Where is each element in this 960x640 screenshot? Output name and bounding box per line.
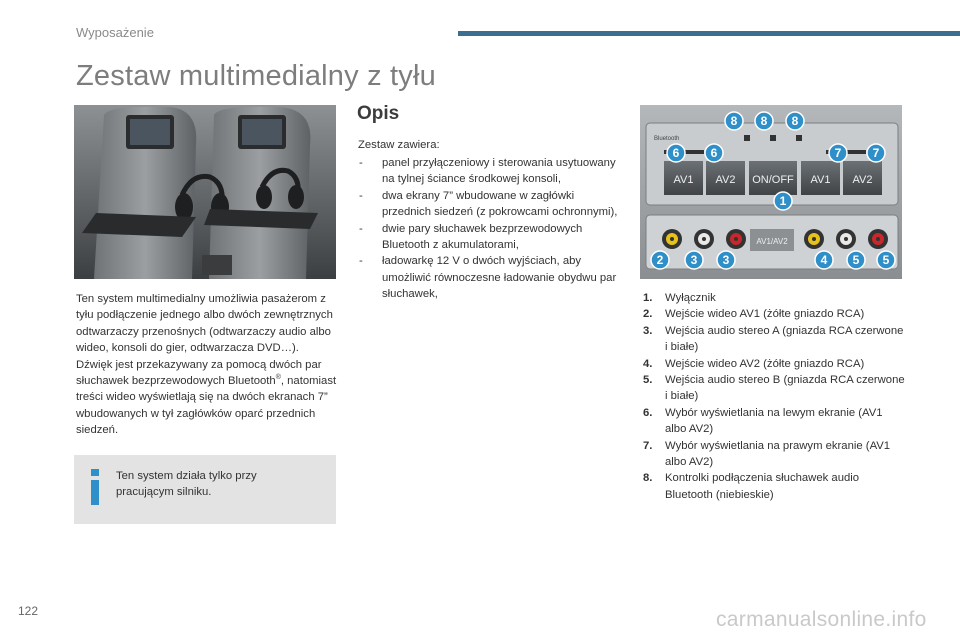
legend-number: 4. <box>643 357 653 370</box>
legend-number: 8. <box>643 472 653 485</box>
opis-intro: Zestaw zawiera: <box>358 139 440 151</box>
button-av2-right: AV2 <box>852 174 873 186</box>
list-item <box>358 155 620 188</box>
panel-av1-av2-label: AV1/AV2 <box>756 237 788 246</box>
list-dash: - <box>359 255 363 268</box>
header-accent-bar <box>458 31 960 36</box>
legend-text: Wejście wideo AV2 (żółte gniazdo RCA) <box>665 357 865 370</box>
list-item <box>358 221 620 254</box>
panel-legend <box>643 290 905 503</box>
legend-item <box>643 323 905 356</box>
list-item-text: dwie pary słuchawek bezprzewodowych Bluetooth z akumulatorami, <box>382 222 583 252</box>
legend-item <box>643 405 905 438</box>
list-item <box>358 188 620 221</box>
legend-text: Wejścia audio stereo B (gniazda RCA czerwone i białe) <box>665 374 905 403</box>
callout-8c: 8 <box>791 114 799 128</box>
callout-3b: 3 <box>722 253 730 267</box>
list-item <box>358 253 620 302</box>
opis-list <box>358 155 620 303</box>
rear-seats-photo <box>74 105 336 279</box>
button-av1-left: AV1 <box>673 174 694 186</box>
legend-number: 5. <box>643 374 653 387</box>
legend-item <box>643 372 905 405</box>
info-icon <box>88 469 102 505</box>
legend-text: Wejścia audio stereo A (gniazda RCA czerwone i białe) <box>665 324 904 354</box>
info-note-box <box>74 455 336 524</box>
intro-text-part2: , natomiast treści wideo wyświetlają się na dwóch ekranach 7” wbudowanych w tył zagłówków oparć przednich siedzeń. <box>76 375 337 437</box>
intro-paragraph <box>76 291 338 439</box>
legend-item <box>643 470 905 503</box>
legend-number: 3. <box>643 324 653 337</box>
callout-6a: 6 <box>672 146 680 160</box>
callout-7a: 7 <box>834 146 842 160</box>
list-item-text: panel przyłączeniowy i sterowania usytuowany na tylnej ściance środkowej konsoli, <box>382 157 616 186</box>
callout-5a: 5 <box>852 253 860 267</box>
legend-item <box>643 306 905 322</box>
info-note-text: Ten system działa tylko przy pracującym silniku. <box>116 470 257 499</box>
button-av2-left: AV2 <box>715 174 736 186</box>
list-item-text: ładowarkę 12 V o dwóch wyjściach, aby umożliwić równoczesne ładowanie obydwu par słuchawek, <box>382 255 617 301</box>
legend-item <box>643 438 905 471</box>
opis-heading: Opis <box>357 103 400 124</box>
list-item-text: dwa ekrany 7” wbudowane w zagłówki przednich siedzeń (z pokrowcami ochronnymi), <box>382 189 618 219</box>
callout-8b: 8 <box>760 114 768 128</box>
page-title: Zestaw multimedialny z tyłu <box>76 60 436 92</box>
legend-number: 2. <box>643 308 653 321</box>
legend-text: Kontrolki podłączenia słuchawek audio Bluetooth (niebieskie) <box>665 472 860 501</box>
legend-text: Wyłącznik <box>665 292 716 304</box>
callout-8a: 8 <box>730 114 738 128</box>
callout-1: 1 <box>779 194 787 208</box>
legend-text: Wybór wyświetlania na lewym ekranie (AV1 albo AV2) <box>665 406 883 436</box>
callout-6b: 6 <box>710 146 718 160</box>
list-dash: - <box>359 189 363 202</box>
legend-number: 6. <box>643 406 653 419</box>
section-label: Wyposażenie <box>76 25 154 40</box>
button-av1-right: AV1 <box>810 174 831 186</box>
list-dash: - <box>359 222 363 235</box>
panel-bluetooth-label: Bluetooth <box>654 136 680 142</box>
connection-panel-photo <box>640 105 902 279</box>
legend-number: 1. <box>643 292 653 304</box>
callout-5b: 5 <box>882 253 890 267</box>
legend-item <box>643 290 905 306</box>
legend-text: Wejście wideo AV1 (żółte gniazdo RCA) <box>665 308 865 321</box>
callout-3a: 3 <box>690 253 698 267</box>
callout-4: 4 <box>820 253 828 267</box>
registered-mark: ® <box>275 374 281 382</box>
intro-text-part1: Ten system multimedialny umożliwia pasażerom z tyłu podłączenie jednego albo dwóch zewnętrznych odtwarzaczy przenośnych (odtwarzaczy audio albo wideo, konsoli do gier, odtwarzacza DVD…). Dźwięk jest przekazywany za pomocą dwóch par słuchawek bezprzewodowych Bluetooth <box>76 293 333 388</box>
list-dash: - <box>359 157 363 169</box>
callout-7b: 7 <box>872 146 880 160</box>
legend-number: 7. <box>643 439 653 452</box>
page-number: 122 <box>18 604 39 618</box>
legend-item <box>643 356 905 372</box>
watermark: carmanualsonline.info <box>716 608 927 631</box>
button-on-off: ON/OFF <box>752 174 794 186</box>
legend-text: Wybór wyświetlania na prawym ekranie (AV1 albo AV2) <box>665 439 891 469</box>
callout-2: 2 <box>656 253 664 267</box>
